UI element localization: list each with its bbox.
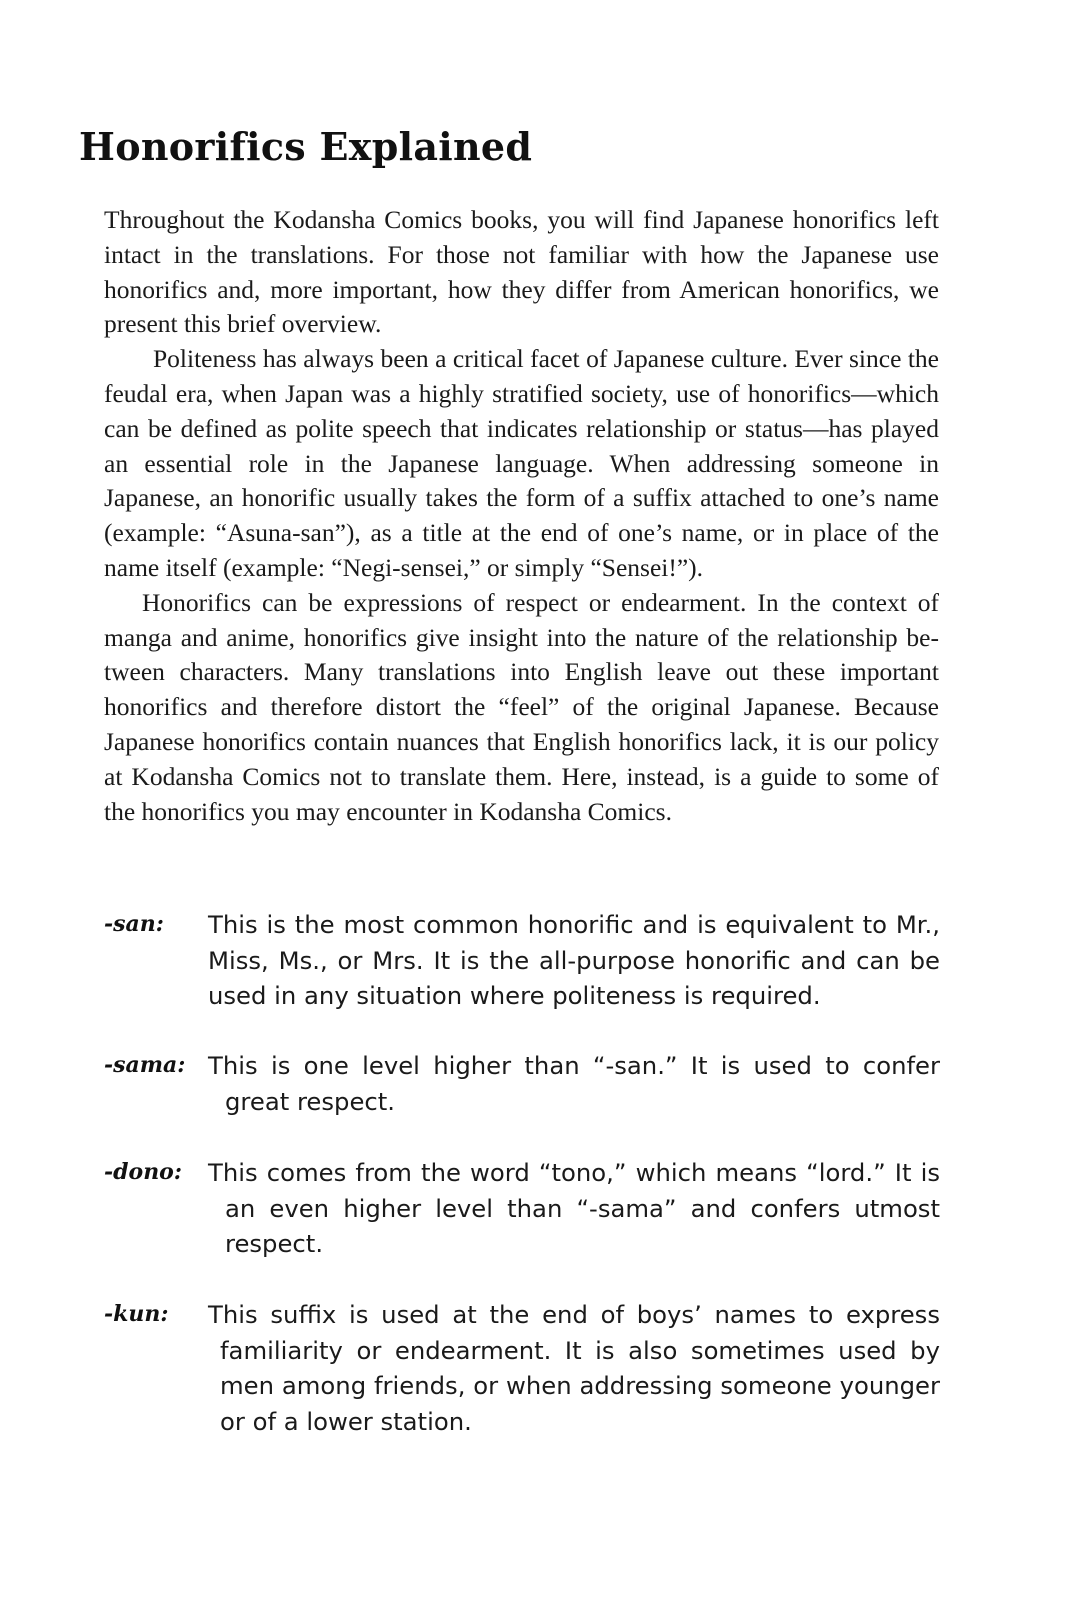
glossary-term: -kun: [104,1301,169,1327]
glossary-entry-sama [104,1048,940,1123]
intro-paragraph-2: Politeness has always been a critical facet of Japanese culture. Ever since the feudal era, when Japan was a highly stratified society, use of honorifics—which can be defined as polite speech that indicates relationship or status—has played an essential role in the Japanese language. When addressing someone in Japanese, an honorific usually takes the form of a suffix attached to one’s name (example: “Asuna-san”), as a title at the end of one’s name, or in place of the name itself (example: “Negi-sensei,” or simply “Sensei!”). [104,344,939,582]
glossary-definition: This is the most common honorific and is equivalent to Mr., Miss, Ms., or Mrs. It is the all-purpose honorific and can be used in any situation where politeness is required. [208,910,940,1010]
glossary-entry-kun [104,1297,940,1442]
glossary-term: -dono: [104,1159,182,1185]
page-title: Honorifics Explained [79,124,533,169]
intro-section [104,203,939,829]
glossary-term: -sama: [104,1052,186,1078]
glossary-entry-dono [104,1155,940,1265]
glossary-definition: This is one level higher than “-san.” It is used to confer great respect. [208,1051,940,1116]
intro-paragraph-1: Throughout the Kodansha Comics books, you will find Japanese honorifics left intact in the translations. For those not familiar with how the Japanese use honorifics and, more important, how they differ from American honorifics, we present this brief overview. [104,205,939,339]
glossary-entry-san [104,907,940,1017]
intro-paragraph-3: Honorifics can be expressions of respect or endearment. In the context of manga and anime, honorifics give insight into the nature of the relationship between characters. Many translations into English leave out these important honorifics and therefore distort the “feel” of the original Japanese. Because Japanese honorifics contain nuances that English honorifics lack, it is our policy at Kodansha Comics not to translate them. Here, instead, is a guide to some of the honorifics you may encounter in Kodansha Comics. [104,587,939,826]
glossary-definition: This suffix is used at the end of boys’ names to express familiarity or endearment. It is also sometimes used by men among friends, or when addressing someone younger or of a lower station. [208,1300,940,1436]
glossary-definition: This comes from the word “tono,” which means “lord.” It is an even higher level than “-sama” and confers utmost respect. [208,1158,940,1258]
glossary-term: -san: [104,911,164,937]
